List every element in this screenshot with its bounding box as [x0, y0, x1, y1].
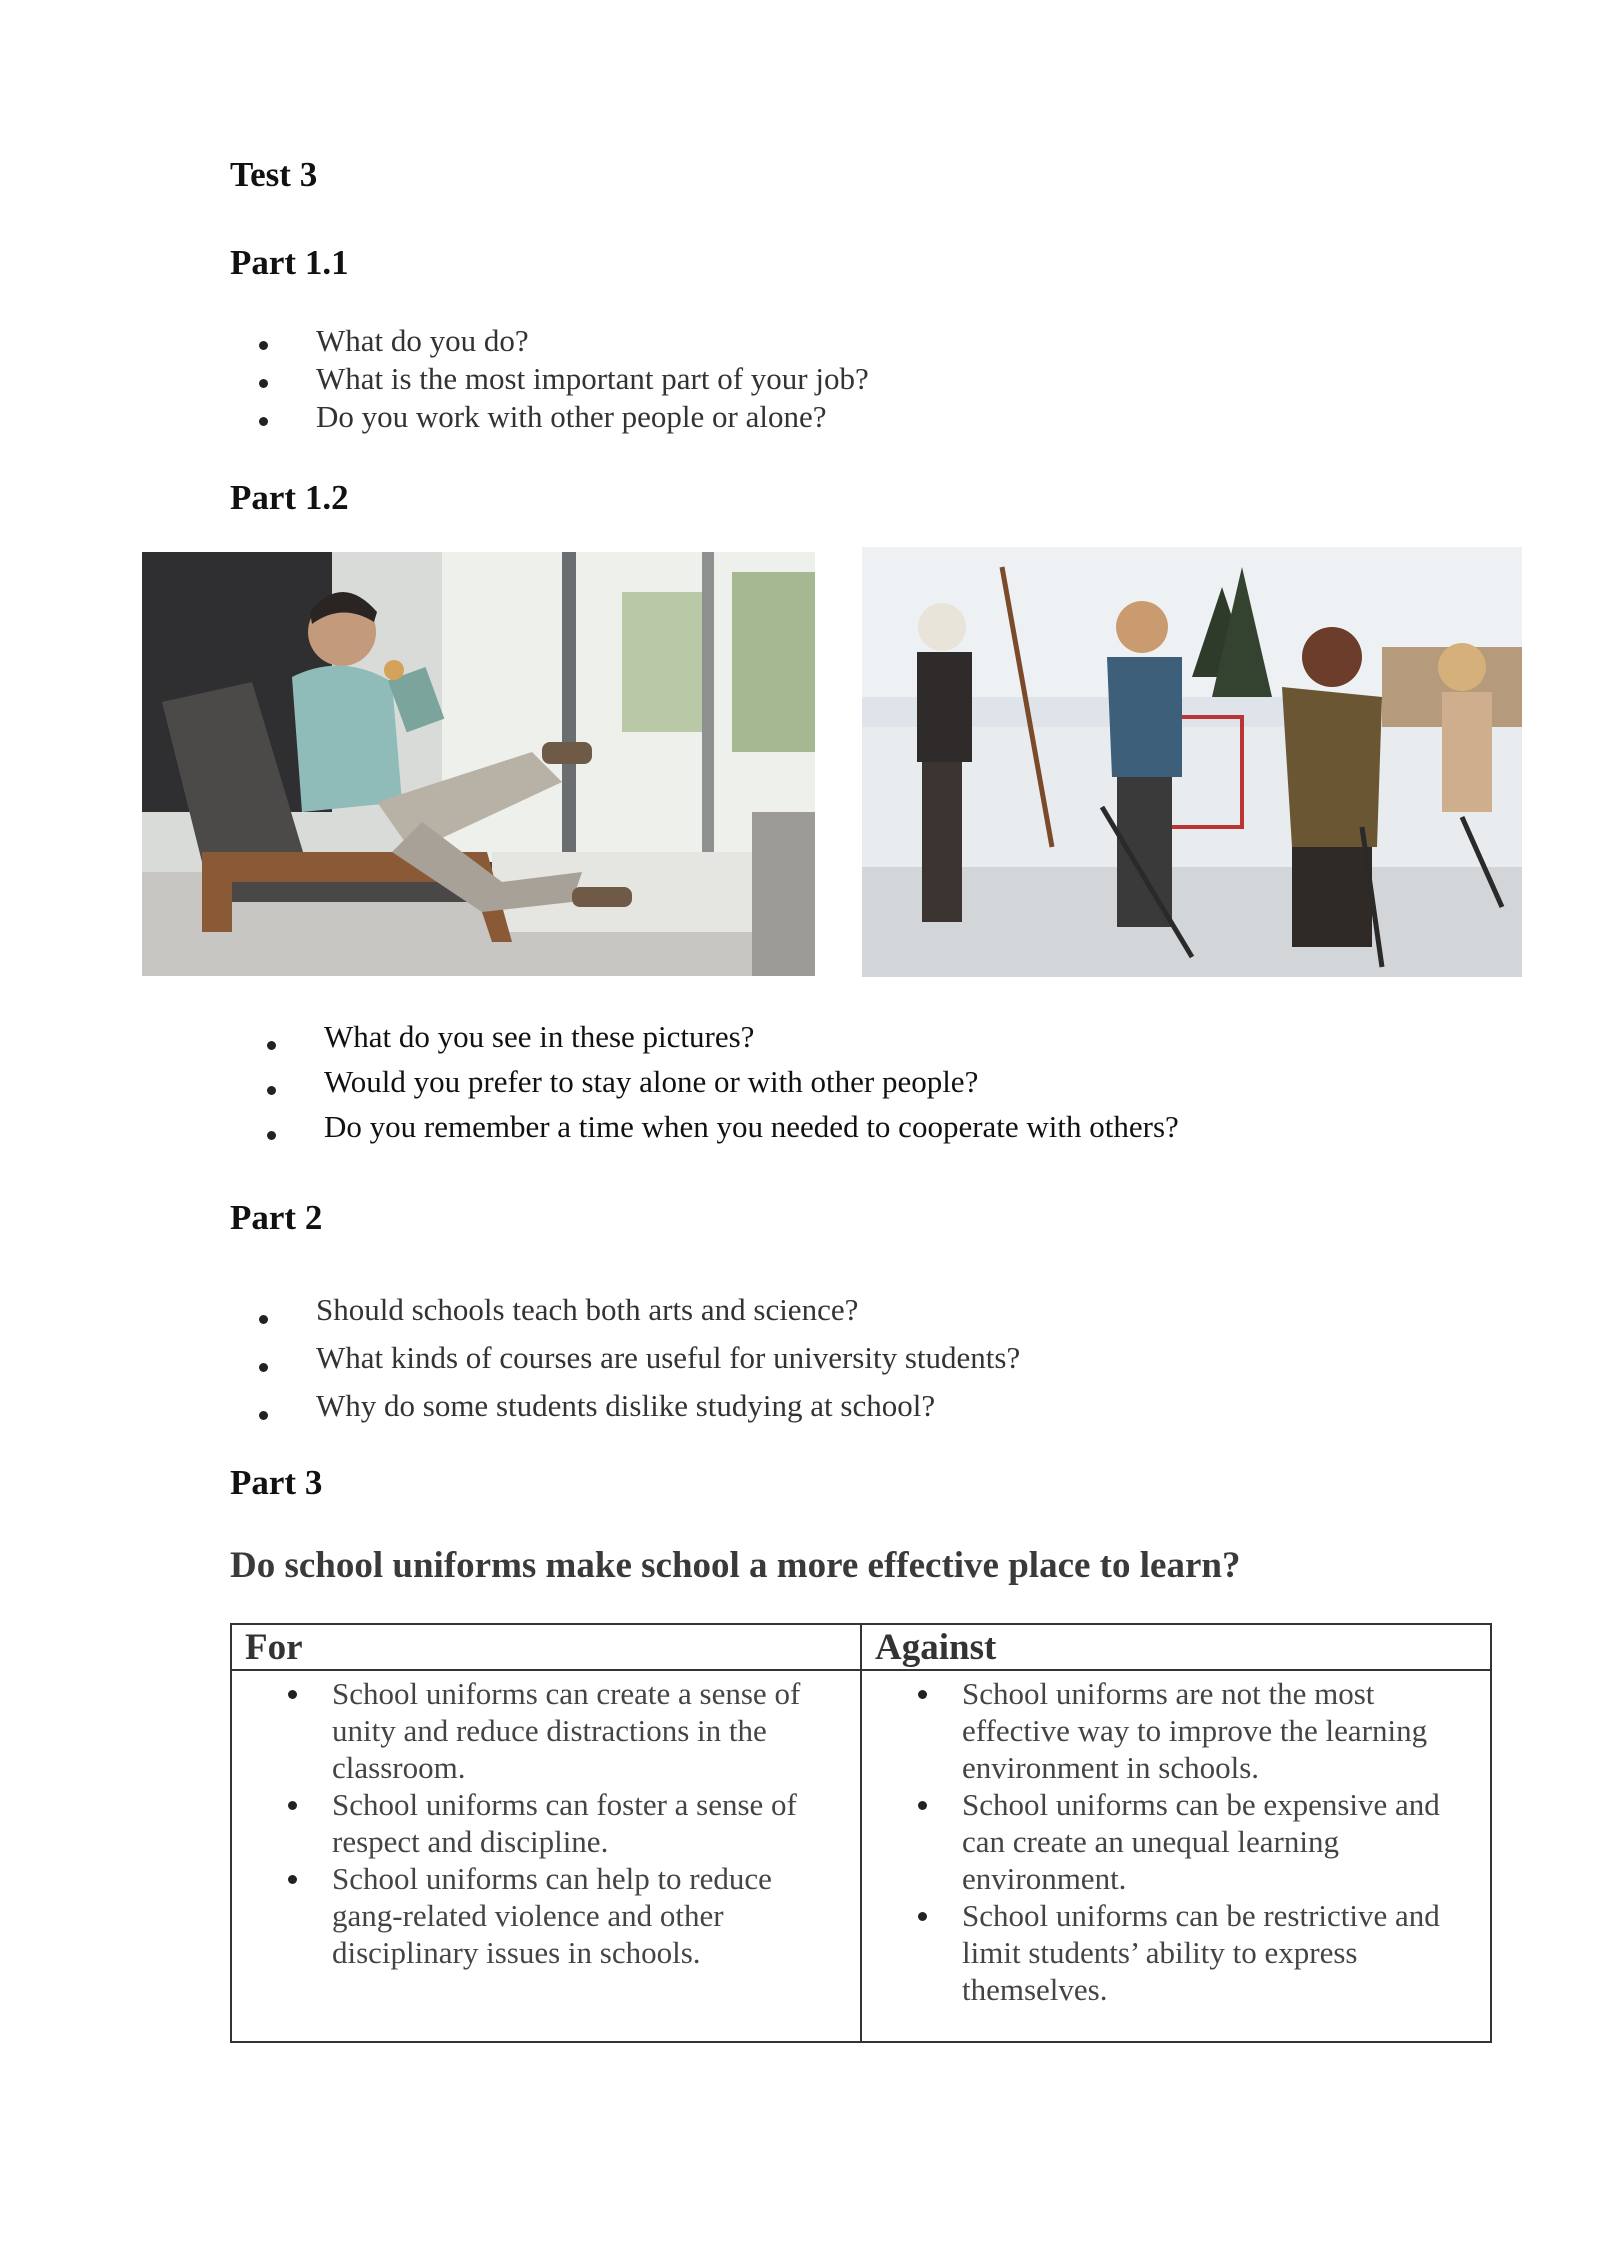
bullet-icon [288, 1875, 297, 1884]
question-text: Would you prefer to stay alone or with other people? [324, 1064, 979, 1099]
for-against-table [230, 1623, 1492, 2043]
list-item [862, 1786, 1490, 1897]
bullet-icon [288, 1690, 297, 1699]
photo-man-reading [142, 552, 815, 976]
question-text: What do you see in these pictures? [324, 1019, 755, 1054]
list-item [862, 1675, 1490, 1786]
for-point-text: School uniforms can create a sense of unity and reduce distractions in the classroom. [332, 1676, 801, 1785]
bullet-icon [918, 1912, 927, 1921]
part-3-topic: Do school uniforms make school a more effective place to learn? [230, 1545, 1241, 1586]
against-point-text: School uniforms are not the most effective way to improve the learning environment in schools. [962, 1676, 1428, 1785]
bullet-icon [259, 1411, 268, 1420]
question-text: What is the most important part of your job? [316, 361, 869, 396]
list-item [230, 363, 1130, 401]
test-title: Test 3 [230, 155, 318, 194]
list-item [230, 1390, 1330, 1438]
part-1-2-heading: Part 1.2 [230, 478, 349, 517]
against-point-text: School uniforms can be restrictive and limit students’ ability to express themselves. [962, 1898, 1440, 2007]
part-3-heading: Part 3 [230, 1463, 323, 1502]
part-1-2-question-list [238, 1021, 1338, 1156]
bullet-icon [267, 1086, 276, 1095]
list-item [232, 1860, 860, 1971]
bullet-icon [918, 1801, 927, 1810]
bullet-icon [259, 417, 268, 426]
list-item [230, 325, 1130, 363]
question-text: What do you do? [316, 323, 529, 358]
bullet-icon [259, 1315, 268, 1324]
for-column-header: For [231, 1624, 861, 1670]
bullet-icon [259, 1363, 268, 1372]
table-header-row [231, 1624, 1491, 1670]
bullet-icon [267, 1041, 276, 1050]
bullet-icon [259, 341, 268, 350]
question-text: What kinds of courses are useful for university students? [316, 1340, 1021, 1375]
table-row [231, 1670, 1491, 2042]
against-cell [861, 1670, 1491, 2042]
against-points-list [862, 1671, 1490, 2008]
man-reading-illustration [142, 552, 815, 976]
list-item [232, 1786, 860, 1860]
list-item [238, 1066, 1338, 1111]
question-text: Do you work with other people or alone? [316, 399, 827, 434]
part-1-1-heading: Part 1.1 [230, 243, 349, 282]
part-2-question-list [230, 1294, 1330, 1438]
for-point-text: School uniforms can help to reduce gang-related violence and other disciplinary issues in schools. [332, 1861, 772, 1970]
question-text: Why do some students dislike studying at school? [316, 1388, 936, 1423]
photo-ice-hockey [862, 547, 1522, 977]
list-item [862, 1897, 1490, 2008]
for-points-list [232, 1671, 860, 1971]
list-item [238, 1111, 1338, 1156]
list-item [230, 401, 1130, 439]
bullet-icon [267, 1131, 276, 1140]
for-cell [231, 1670, 861, 2042]
question-text: Do you remember a time when you needed to cooperate with others? [324, 1109, 1179, 1144]
list-item [238, 1021, 1338, 1066]
part-1-1-question-list [230, 325, 1130, 439]
bullet-icon [288, 1801, 297, 1810]
bullet-icon [259, 379, 268, 388]
list-item [232, 1675, 860, 1786]
against-column-header: Against [861, 1624, 1491, 1670]
part-2-heading: Part 2 [230, 1198, 323, 1237]
list-item [230, 1342, 1330, 1390]
bullet-icon [918, 1690, 927, 1699]
ice-hockey-illustration [862, 547, 1522, 977]
against-point-text: School uniforms can be expensive and can create an unequal learning environment. [962, 1787, 1440, 1896]
for-point-text: School uniforms can foster a sense of respect and discipline. [332, 1787, 797, 1859]
list-item [230, 1294, 1330, 1342]
question-text: Should schools teach both arts and science? [316, 1292, 859, 1327]
